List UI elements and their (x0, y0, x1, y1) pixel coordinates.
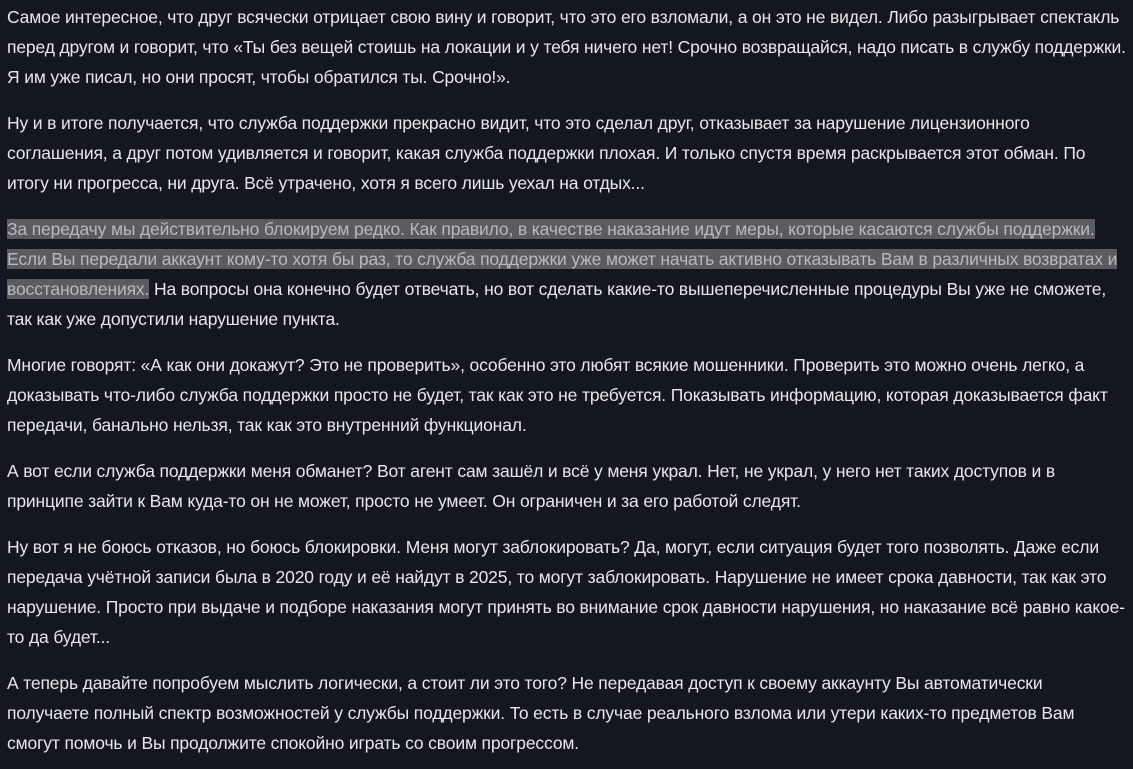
paragraph-text: А вот если служба поддержки меня обманет? Вот агент сам зашёл и всё у меня украл. Нет, не украл, у него нет таких доступов и в принципе зайти к Вам куда-то он не может, просто не умеет. Он ограничен и за его работой следят. (7, 461, 1056, 511)
paragraph-text: А теперь давайте попробуем мыслить логически, а стоит ли это того? Не передавая доступ к своему аккаунту Вы автоматически получаете полный спектр возможностей у службы поддержки. То есть в случае реального взлома или утери каких-то предметов Вам смогут помочь и Вы продолжите спокойно играть со своим прогрессом. (7, 673, 1075, 753)
selected-text-highlight[interactable]: За передачу мы действительно блокируем редко. Как правило, в качестве наказание идут меры, которые касаются службы поддержки. Если Вы передали аккаунт кому-то хотя бы раз, то служба поддержки уже может начать активно отказывать Вам в различных возвратах и восстановлениях. (7, 219, 1118, 299)
paragraph (7, 456, 1126, 516)
paragraph-text: Многие говорят: «А как они докажут? Это не проверить», особенно это любят всякие мошенники. Проверить это можно очень легко, а доказывать что-либо служба поддержки просто не будет, так как это не требуется. Показывать информацию, которая доказывается факт передачи, банально нельзя, так как это внутренний функционал. (7, 355, 1108, 435)
paragraph (7, 214, 1126, 334)
paragraph-text: На вопросы она конечно будет отвечать, но вот сделать какие-то вышеперечисленные процедуры Вы уже не сможете, так как уже допустили нарушение пункта. (7, 279, 1107, 329)
paragraph (7, 2, 1126, 92)
paragraph (7, 108, 1126, 198)
paragraph-text: Ну и в итоге получается, что служба поддержки прекрасно видит, что это сделал друг, отказывает за нарушение лицензионного соглашения, а друг потом удивляется и говорит, какая служба поддержки плохая. И только спустя время раскрывается этот обман. По итогу ни прогресса, ни друга. Всё утрачено, хотя я всего лишь уехал на отдых... (7, 113, 1086, 193)
paragraph-text: Ну вот я не боюсь отказов, но боюсь блокировки. Меня могут заблокировать? Да, могут, если ситуация будет того позволять. Даже если передача учётной записи была в 2020 году и её найдут в 2025, то могут заблокировать. Нарушение не имеет срока давности, так как это нарушение. Просто при выдаче и подборе наказания могут принять во внимание срок давности нарушения, но наказание всё равно какое-то да будет... (7, 537, 1125, 647)
paragraph (7, 668, 1126, 758)
paragraph-text: Самое интересное, что друг всячески отрицает свою вину и говорит, что это его взломали, а он это не видел. Либо разыгрывает спектакль перед другом и говорит, что «Ты без вещей стоишь на локации и у тебя ничего нет! Срочно возвращайся, надо писать в службу поддержки. Я им уже писал, но они просят, чтобы обратился ты. Срочно!». (7, 7, 1126, 87)
paragraph (7, 532, 1126, 652)
paragraph (7, 350, 1126, 440)
